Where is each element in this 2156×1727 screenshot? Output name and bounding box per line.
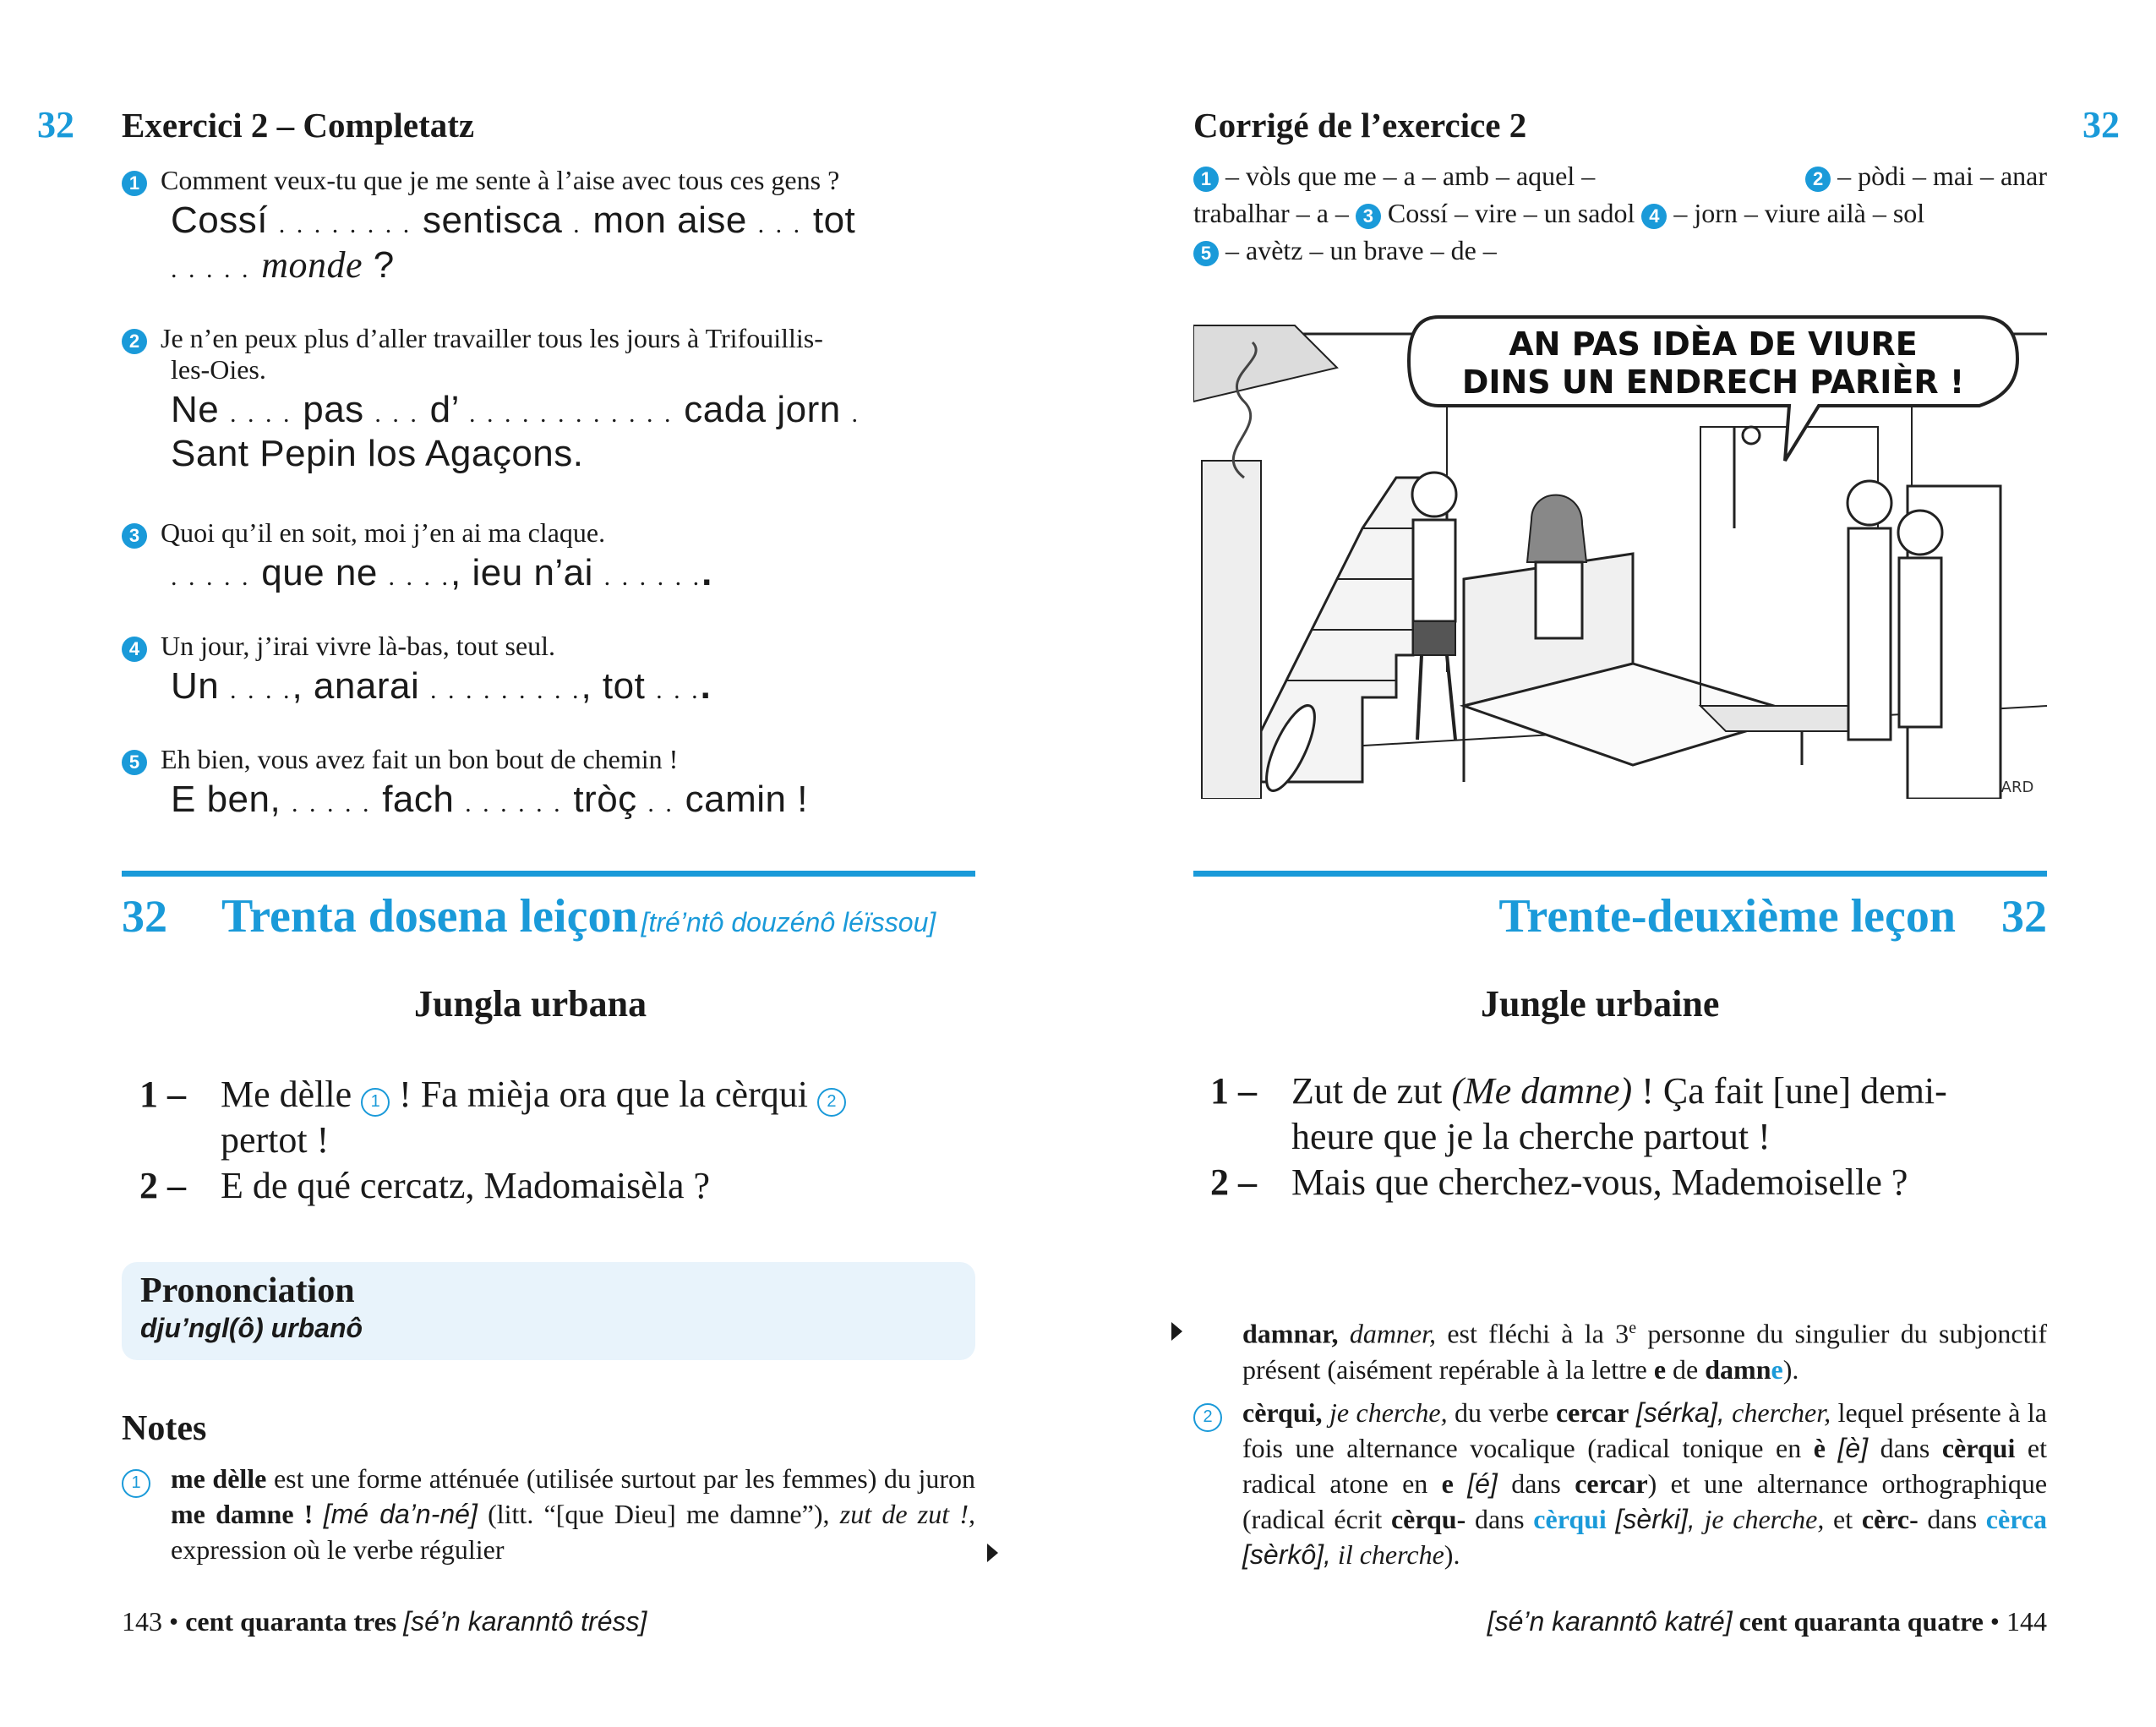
dialogue-french: 1 – Zut de zut (Me damne) ! Ça fait [une] demi- heure que je la cherche partout ! 2 – Mais que cherchez-vous, Mademoiselle ? bbox=[1210, 1070, 1947, 1203]
continue-arrow-right bbox=[1171, 1322, 1182, 1341]
lesson-header-right: Trente-deuxième leçon 32 bbox=[1498, 890, 2047, 943]
exercise-item-4: 4 Un jour, j’irai vivre là-bas, tout seul. Un . . . ., anarai . . . . . . . . ., tot . . .. bbox=[122, 631, 984, 708]
exercise-title: Exercici 2 – Completatz bbox=[122, 106, 475, 145]
lesson-number-right: 32 bbox=[2082, 104, 2120, 145]
speech-line-2: DINS UN ENDRECH PARIÈR ! bbox=[1461, 363, 1965, 401]
cartoon-illustration bbox=[1193, 309, 2047, 799]
notes-title: Notes bbox=[122, 1409, 207, 1448]
lesson-title-pronunciation: [tré’ntô douzénô léïssou] bbox=[641, 907, 936, 937]
lesson-header-left: 32 Trenta dosena leiçon [tré’ntô douzénô léïssou] bbox=[122, 890, 936, 943]
speech-line-1: AN PAS IDÈA DE VIURE bbox=[1509, 325, 1918, 363]
number-badge: 2 bbox=[122, 329, 147, 354]
dialogue-title-occitan: Jungla urbana bbox=[414, 983, 647, 1025]
correction-text: 1 – vòls que me – a – amb – aquel – 2 – pòdi – mai – anar trabalhar – a – 3 Cossí – vire – un sadol 4 – jorn – viure ailà – sol 5 – avètz – un brave – de – bbox=[1193, 161, 2047, 265]
exercise-item-3: 3 Quoi qu’il en soit, moi j’en ai ma claque. . . . . . que ne . . . ., ieu n’ai . . . . . .. bbox=[122, 517, 984, 594]
cartoon-drawing bbox=[1193, 309, 2047, 799]
note-ref-2[interactable]: 2 bbox=[817, 1088, 846, 1117]
artist-signature: ARD bbox=[2000, 779, 2034, 796]
number-badge: 1 bbox=[122, 171, 147, 196]
french-sentence: Comment veux-tu que je me sente à l’aise avec tous ces gens ? bbox=[161, 165, 840, 195]
exercise-item-1: 1 Comment veux-tu que je me sente à l’aise avec tous ces gens ? Cossí . . . . . . . . sentisca . mon aise . . . tot . . . . . monde ? bbox=[122, 165, 984, 287]
pronunciation-box: Prononciation dju’ngl(ô) urbanô bbox=[122, 1262, 975, 1360]
note-1-continued: damnar, damner, est fléchi à la 3e personne du singulier du subjonctif présent (aisément repérable à la lettre e de damne). bbox=[1242, 1318, 2048, 1385]
dialogue-title-french: Jungle urbaine bbox=[1481, 983, 1720, 1025]
section-rule-right bbox=[1193, 871, 2047, 877]
lesson-title-occitan: Trenta dosena leiçon bbox=[221, 890, 638, 943]
correction-title: Corrigé de l’exercice 2 bbox=[1193, 106, 1527, 145]
number-badge: 4 bbox=[122, 637, 147, 662]
lesson-number-left: 32 bbox=[37, 104, 74, 145]
exercise-item-5: 5 Eh bien, vous avez fait un bon bout de chemin ! E ben, . . . . . fach . . . . . . tròç . . camin ! bbox=[122, 744, 984, 821]
lesson-title-french: Trente-deuxième leçon bbox=[1498, 890, 1956, 943]
dialogue-occitan: 1 – Me dèlle 1 ! Fa mièja ora que la cèrqui 2 pertot ! 2 – E de qué cercatz, Madomaisèla ? bbox=[139, 1072, 985, 1209]
note-1: 1 me dèlle est une forme atténuée (utilisée surtout par les femmes) du juron me damne ! [mé da’n-né] (litt. “[que Dieu] me damne”), zut de zut !, expression où le verbe régulier bbox=[122, 1461, 975, 1567]
section-rule-left bbox=[122, 871, 975, 877]
note-ref-1[interactable]: 1 bbox=[361, 1088, 390, 1117]
continue-arrow-left bbox=[987, 1544, 998, 1562]
footer-left: 143 • cent quaranta tres [sé’n karanntô tréss] bbox=[122, 1606, 647, 1637]
number-badge: 3 bbox=[122, 523, 147, 549]
footer-right: [sé’n karanntô katré] cent quaranta quatre • 144 bbox=[1487, 1606, 2047, 1637]
note-2: 2 cèrqui, je cherche, du verbe cercar [sérka], chercher, lequel présente à la fois une alternance vocalique (radical tonique en è [è] dans cèrqui et radical atone en e [é] dans cercar) et une alternance orthographique (radical écrit cèrqu- dans cèrqui [sèrki], je cherche, et cèrc- dans cèrca [sèrkô], il cherche). bbox=[1193, 1395, 2047, 1572]
number-badge: 5 bbox=[122, 750, 147, 775]
exercise-item-2: 2 Je n’en peux plus d’aller travailler tous les jours à Trifouillis- les-Oies. Ne . . . . pas . . . d’ . . . . . . . . . . . . cada jorn . Sant Pepin los Agaçons. bbox=[122, 323, 984, 475]
